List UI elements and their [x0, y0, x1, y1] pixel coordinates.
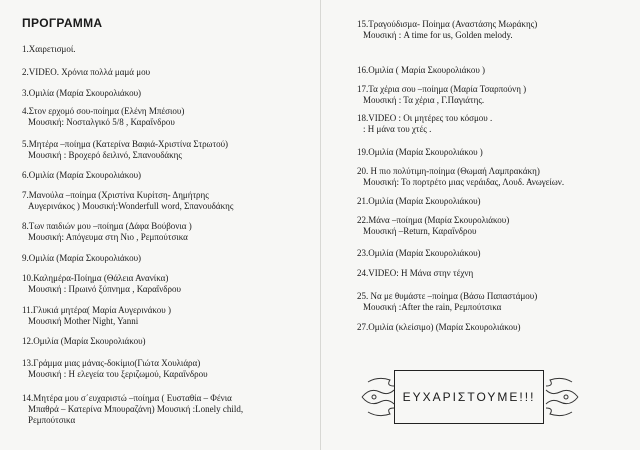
- program-item-detail: Μουσική: Το πορτρέτο μιας νεράιδας, Λουδ. Ανωγείων.: [363, 177, 565, 187]
- program-item-title: 24.VIDEO: Η Μάνα στην τέχνη: [357, 268, 474, 278]
- program-item: [22, 273, 181, 295]
- program-item: [22, 358, 208, 380]
- program-item: [22, 190, 233, 212]
- program-item-detail: Μουσική –Return, Καραΐνδρου: [363, 226, 477, 236]
- program-item-title: 13.Γράμμα μιας μάνας-δοκίμιο(Γιώτα Χουλιάρα): [22, 358, 201, 368]
- program-item: [22, 253, 141, 264]
- program-item: [22, 139, 228, 161]
- page-title: ΠΡΟΓΡΑΜΜΑ: [22, 16, 103, 30]
- program-item-detail: Μουσική Mother Night, Yanni: [28, 316, 139, 326]
- program-item-title: 27.Ομιλία (κλείσιμο) (Μαρία Σκουρολιάκου): [357, 322, 521, 332]
- program-item-detail: Μουσική : Πρωινό ξύπνημα , Καραΐνδρου: [28, 284, 181, 294]
- program-item: [22, 106, 184, 128]
- program-item-title: 1.Χαιρετισμοί.: [22, 44, 76, 54]
- program-item-detail: Μουσική :After the rain, Ρεμπούτσικα: [363, 302, 502, 312]
- program-item: [357, 166, 564, 188]
- program-item-title: 9.Ομιλία (Μαρία Σκουρολιάκου): [22, 253, 142, 263]
- program-item-detail: Μπαθρά – Κατερίνα Μπουραζάνη) Μουσική :Lonely child,: [28, 404, 244, 414]
- program-item: [357, 19, 537, 41]
- program-item-title: 25. Να με θυμάστε –ποίημα (Βάσω Παπαστάμου): [357, 291, 538, 301]
- program-item-title: 16.Ομιλία ( Μαρία Σκουρολιάκου ): [357, 65, 486, 75]
- program-item: [357, 248, 481, 259]
- program-item-title: 21.Ομιλία (Μαρία Σκουρολιάκου): [357, 196, 481, 206]
- program-item: [22, 67, 150, 78]
- program-item-title: 11.Γλυκιά μητέρα( Μαρία Αυγερινάκου ): [22, 305, 171, 315]
- thanks-frame: [360, 362, 580, 432]
- program-item-detail: Μουσική : A time for us, Golden melody.: [363, 30, 513, 40]
- program-item: [357, 147, 483, 158]
- program-item: [357, 291, 537, 313]
- program-item: [357, 196, 481, 207]
- program-item-title: 12.Ομιλία (Μαρία Σκουρολιάκου): [22, 336, 146, 346]
- program-item-title: 17.Τα χέρια σου –ποίημα (Μαρία Τσαρπούνη ): [357, 84, 527, 94]
- program-item-detail: Μουσική : Βροχερό δειλινό, Σπανουδάκης: [28, 150, 182, 160]
- program-item-title: 10.Καλημέρα-Ποίημα (Θάλεια Ανανίκα): [22, 273, 169, 283]
- program-item-detail: Μουσική : Η ελεγεία του ξεριζωμού, Καραΐνδρου: [28, 369, 208, 379]
- program-item-title: 8.Των παιδιών μου –ποίημα (Δάφα Βούβονια ): [22, 221, 192, 231]
- program-item-title: 14.Μητέρα μου σ΄ευχαριστώ –ποίημα ( Ευσταθία – Φένια: [22, 393, 232, 403]
- program-item: [22, 221, 192, 243]
- program-item-title: 20. Η πιο πολύτιμη-ποίημα (Θωμαή Λαμπρακάκη): [357, 166, 540, 176]
- program-item-title: 23.Ομιλία (Μαρία Σκουρολιάκου): [357, 248, 481, 258]
- program-item-title: 15.Τραγούδισμα- Ποίημα (Αναστάσης Μωράκης): [357, 19, 538, 29]
- thanks-text: ΕΥΧΑΡΙΣΤΟΥΜΕ!!!: [394, 370, 544, 424]
- page-fold: [320, 0, 321, 450]
- program-item: [22, 393, 243, 426]
- program-item-detail: Μουσική: Απόγευμα στη Νιο , Ρεμπούτσικα: [28, 232, 188, 242]
- program-item-title: 22.Μάνα –ποίημα (Μαρία Σκουρολιάκου): [357, 215, 510, 225]
- program-item: [22, 305, 171, 327]
- program-item-detail: Ρεμπούτσικα: [28, 415, 76, 425]
- program-item: [357, 268, 473, 279]
- program-item: [22, 44, 76, 55]
- program-item-title: 7.Μανούλα –ποίημα (Χριστίνα Κυρίτση- Δημήτρης: [22, 190, 209, 200]
- program-item-title: 6.Ομιλία (Μαρία Σκουρολιάκου): [22, 170, 142, 180]
- program-item-detail: : Η μάνα του χτές .: [363, 124, 432, 134]
- program-item: [357, 113, 492, 135]
- program-item-title: 18.VIDEO : Οι μητέρες του κόσμου .: [357, 113, 493, 123]
- program-item: [357, 65, 485, 76]
- program-item: [22, 170, 141, 181]
- program-item-detail: Αυγερινάκος ) Μουσική:Wonderfull word, Σπανουδάκης: [28, 201, 234, 211]
- program-item: [357, 215, 509, 237]
- program-item: [357, 84, 526, 106]
- program-item-title: 19.Ομιλία (Μαρία Σκουρολιάκου ): [357, 147, 483, 157]
- program-item: [22, 336, 146, 347]
- program-item-title: 4.Στον ερχομό σου-ποίημα (Ελένη Μπέσιου): [22, 106, 185, 116]
- program-item: [357, 322, 521, 333]
- program-item-detail: Μουσική: Νοσταλγικό 5/8 , Καραΐνδρου: [28, 117, 175, 127]
- program-item-title: 5.Μητέρα –ποίημα (Κατερίνα Βαφιά-Χριστίνα Στρωτού): [22, 139, 229, 149]
- program-item: [22, 88, 141, 99]
- program-item-title: 3.Ομιλία (Μαρία Σκουρολιάκου): [22, 88, 142, 98]
- program-item-title: 2.VIDEO. Χρόνια πολλά μαμά μου: [22, 67, 151, 77]
- program-item-detail: Μουσική : Τα χέρια , Γ.Παγιάτης.: [363, 95, 485, 105]
